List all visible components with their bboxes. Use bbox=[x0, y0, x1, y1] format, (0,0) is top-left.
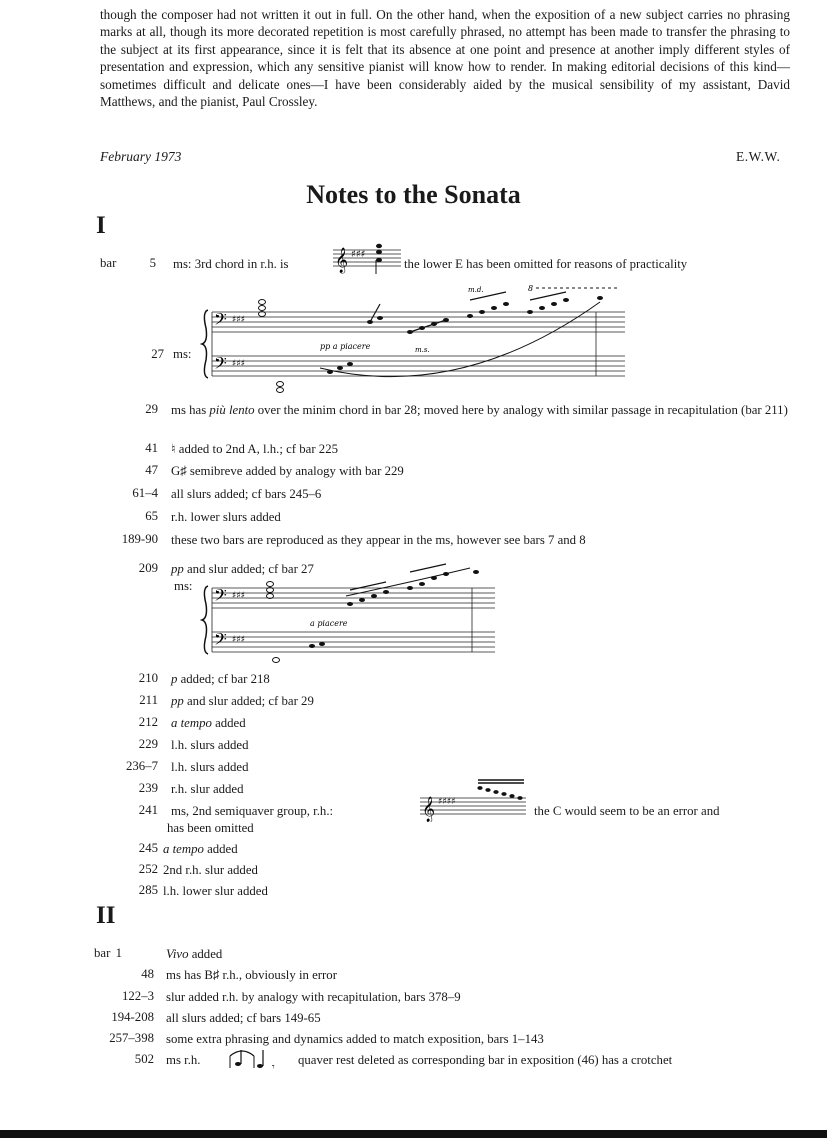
note-number: 61–4 bbox=[132, 486, 158, 500]
note-text: ms: 3rd chord in r.h. is bbox=[173, 257, 289, 271]
music-example-bar-27 bbox=[200, 282, 630, 402]
passage-example-icon bbox=[420, 776, 528, 822]
svg-text:♯♯♯: ♯♯♯ bbox=[232, 591, 246, 601]
preface-signature: E.W.W. bbox=[736, 149, 781, 164]
note-number: 29 bbox=[145, 402, 158, 416]
note-text: ms, 2nd semiquaver group, r.h.: bbox=[171, 804, 334, 818]
note-number: 241 bbox=[138, 803, 158, 817]
svg-text:𝄢: 𝄢 bbox=[214, 585, 227, 609]
note-text: these two bars are reproduced as they appear in the ms, however see bars 7 and 8 bbox=[171, 533, 586, 547]
section-heading-1: I bbox=[96, 212, 106, 239]
note-number: 1 bbox=[115, 946, 122, 960]
note-number: 194-208 bbox=[111, 1010, 154, 1024]
svg-text:𝄾: 𝄾 bbox=[272, 1062, 275, 1073]
dynamic-marking: a piacere bbox=[310, 619, 348, 628]
note-text: Vivo added bbox=[166, 947, 223, 961]
note-number: 285 bbox=[138, 883, 158, 897]
svg-text:♯♯♯: ♯♯♯ bbox=[232, 359, 246, 369]
note-text: all slurs added; cf bars 149-65 bbox=[166, 1011, 321, 1025]
svg-text:𝄢: 𝄢 bbox=[214, 629, 227, 653]
octave-marking: 8 bbox=[528, 284, 534, 293]
note-text: quaver rest deleted as corresponding bar in exposition (46) has a crotchet bbox=[298, 1053, 673, 1067]
note-text: l.h. slurs added bbox=[171, 738, 249, 752]
svg-text:𝄢: 𝄢 bbox=[214, 353, 227, 377]
chord-example-icon bbox=[333, 236, 403, 276]
note-text: ms has B♯ r.h., obviously in error bbox=[166, 968, 337, 982]
note-text: r.h. slur added bbox=[171, 782, 244, 796]
note-text: l.h. slurs added bbox=[171, 760, 249, 774]
note-text: ms r.h. bbox=[166, 1053, 201, 1067]
note-text: some extra phrasing and dynamics added to match exposition, bars 1–143 bbox=[166, 1032, 544, 1046]
note-number: 211 bbox=[139, 693, 158, 707]
svg-text:♯♯♯: ♯♯♯ bbox=[232, 635, 246, 645]
note-number: 236–7 bbox=[126, 759, 158, 773]
bar-label: bar bbox=[100, 256, 117, 270]
note-number: 48 bbox=[141, 967, 154, 981]
note-text: has been omitted bbox=[167, 821, 254, 835]
bar-label: bar bbox=[94, 946, 111, 960]
intro-paragraph: though the composer had not written it out in full. On the other hand, when the exposition of a new subject carries no phrasing marks at all, though its more decorated repetition is most carefully phrased, no attempt has been made to transfer the phrasing to the subject at its first appearance, since it is felt that its absence at one point and presence at another imply different styles of presentation and expression, which any sensitive pianist will know how to render. In making editorial decisions of this kind—sometimes difficult and delicate ones—I have been considerably aided by the musical sensibility of my assistant, David Matthews, and the pianist, Paul Crossley. bbox=[100, 7, 790, 110]
note-number: 257–398 bbox=[109, 1031, 154, 1045]
note-number: 229 bbox=[138, 737, 158, 751]
svg-text:♯♯♯: ♯♯♯ bbox=[232, 315, 246, 325]
note-number: 252 bbox=[138, 862, 158, 876]
note-number: 47 bbox=[145, 463, 158, 477]
svg-text:𝄢: 𝄢 bbox=[214, 309, 227, 333]
svg-text:♯♯♯: ♯♯♯ bbox=[351, 249, 366, 260]
note-number: 122–3 bbox=[122, 989, 154, 1003]
note-number: 209 bbox=[138, 561, 158, 575]
note-number: 41 bbox=[145, 441, 158, 455]
note-number: 5 bbox=[149, 256, 156, 270]
page-edge-bar bbox=[0, 1130, 827, 1138]
note-number: 27 bbox=[151, 347, 164, 361]
ms-marking: m.s. bbox=[415, 346, 430, 354]
note-text: p added; cf bar 218 bbox=[171, 672, 270, 686]
note-text: the C would seem to be an error and bbox=[534, 804, 720, 818]
note-text: ms has più lento over the minim chord in bar 28; moved here by analogy with similar passage in recapitulation (bar 211) bbox=[171, 403, 788, 417]
svg-text:𝄞: 𝄞 bbox=[422, 797, 436, 822]
music-example-bar-209 bbox=[200, 560, 500, 672]
page-title: Notes to the Sonata bbox=[306, 180, 521, 209]
note-text: pp and slur added; cf bar 27 bbox=[171, 562, 314, 576]
dynamic-marking: pp a piacere bbox=[320, 342, 371, 351]
note-text: l.h. lower slur added bbox=[163, 884, 268, 898]
svg-text:♯♯♯♯: ♯♯♯♯ bbox=[438, 797, 456, 807]
example-label: ms: bbox=[174, 579, 193, 593]
note-number: 210 bbox=[138, 671, 158, 685]
note-number: 239 bbox=[138, 781, 158, 795]
note-text: 2nd r.h. slur added bbox=[163, 863, 258, 877]
note-number: 502 bbox=[134, 1052, 154, 1066]
note-text: ♮ added to 2nd A, l.h.; cf bar 225 bbox=[171, 442, 338, 456]
note-number: 65 bbox=[145, 509, 158, 523]
note-number: 189-90 bbox=[121, 532, 158, 546]
note-number: 212 bbox=[138, 715, 158, 729]
md-marking: m.d. bbox=[468, 286, 484, 294]
svg-text:𝄞: 𝄞 bbox=[335, 248, 349, 273]
note-text: G♯ semibreve added by analogy with bar 229 bbox=[171, 464, 404, 478]
note-text: all slurs added; cf bars 245–6 bbox=[171, 487, 322, 501]
note-text: slur added r.h. by analogy with recapitulation, bars 378–9 bbox=[166, 990, 461, 1004]
example-label: ms: bbox=[173, 347, 192, 361]
section-heading-2: II bbox=[96, 902, 116, 929]
note-text: a tempo added bbox=[163, 842, 238, 856]
note-text: pp and slur added; cf bar 29 bbox=[171, 694, 314, 708]
note-number: 245 bbox=[138, 841, 158, 855]
note-text: the lower E has been omitted for reasons of practicality bbox=[404, 257, 688, 271]
note-rest-icon bbox=[226, 1044, 286, 1074]
note-text: a tempo added bbox=[171, 716, 246, 730]
note-text: r.h. lower slurs added bbox=[171, 510, 281, 524]
preface-date: February 1973 bbox=[100, 149, 182, 164]
